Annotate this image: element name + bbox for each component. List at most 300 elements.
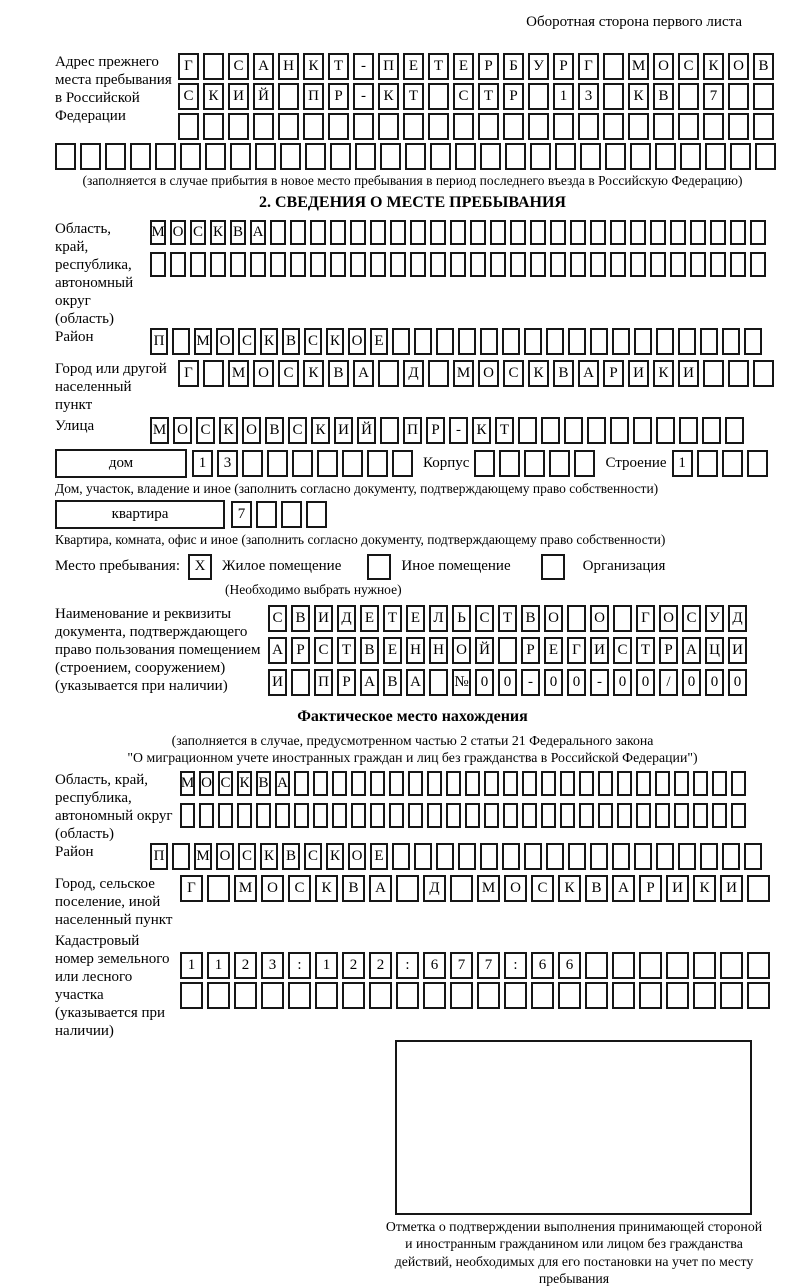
- char-box: [731, 803, 746, 828]
- char-box: [378, 113, 399, 140]
- char-box: В: [256, 771, 271, 796]
- char-box: [465, 803, 480, 828]
- char-box: [670, 252, 686, 277]
- char-box: К: [210, 220, 226, 245]
- char-box: [693, 771, 708, 796]
- kadastr-field: [55, 932, 770, 1040]
- char-box: [585, 952, 608, 979]
- char-box: С: [268, 605, 287, 632]
- char-box: Г: [178, 360, 199, 387]
- kvartira-box: квартира: [55, 500, 225, 529]
- char-box: [261, 982, 284, 1009]
- char-box: С: [278, 360, 299, 387]
- char-box: [427, 771, 442, 796]
- char-box: [453, 113, 474, 140]
- char-box: [578, 113, 599, 140]
- char-box: К: [558, 875, 581, 902]
- char-box: [478, 113, 499, 140]
- char-box: [585, 982, 608, 1009]
- char-box: М: [194, 328, 212, 355]
- fact-caption-line2: "О миграционном учете иностранных граждан и лиц без гражданства в Российской Федерации"): [127, 749, 698, 765]
- char-box: [531, 982, 554, 1009]
- char-box: [653, 113, 674, 140]
- char-box: [560, 803, 575, 828]
- char-box: [550, 252, 566, 277]
- char-box: [427, 803, 442, 828]
- char-box: М: [628, 53, 649, 80]
- char-box: [480, 843, 498, 870]
- char-box: К: [303, 360, 324, 387]
- char-box: [703, 360, 724, 387]
- char-box: В: [553, 360, 574, 387]
- char-box: [636, 803, 651, 828]
- char-box: Т: [498, 605, 517, 632]
- char-box: [678, 328, 696, 355]
- char-box: [590, 843, 608, 870]
- char-box: 0: [613, 669, 632, 696]
- char-box: 1: [192, 450, 213, 477]
- char-box: [636, 771, 651, 796]
- char-box: Р: [553, 53, 574, 80]
- char-box: [280, 143, 301, 170]
- char-box: [628, 113, 649, 140]
- char-box: С: [288, 417, 307, 444]
- char-box: [678, 83, 699, 110]
- char-box: [428, 83, 449, 110]
- char-box: [450, 982, 473, 1009]
- char-box: [555, 143, 576, 170]
- char-box: [590, 252, 606, 277]
- kvartira-caption: Квартира, комната, офис и иное (заполнить согласно документу, подтверждающему право собственности): [55, 532, 666, 548]
- char-box: [342, 982, 365, 1009]
- char-box: [230, 252, 246, 277]
- char-box: [524, 328, 542, 355]
- char-box: С: [196, 417, 215, 444]
- char-box: [230, 143, 251, 170]
- char-box: [351, 803, 366, 828]
- char-box: С: [531, 875, 554, 902]
- char-box: А: [253, 53, 274, 80]
- char-box: [656, 417, 675, 444]
- char-box: [172, 843, 190, 870]
- char-box: В: [653, 83, 674, 110]
- char-box: К: [303, 53, 324, 80]
- char-box: [568, 328, 586, 355]
- char-box: О: [590, 605, 609, 632]
- char-box: [218, 803, 233, 828]
- char-box: Г: [178, 53, 199, 80]
- char-box: [722, 450, 743, 477]
- char-box: [328, 113, 349, 140]
- char-box: [250, 252, 266, 277]
- char-box: [564, 417, 583, 444]
- stroenie-row: [672, 450, 768, 477]
- char-box: Р: [503, 83, 524, 110]
- char-box: [639, 952, 662, 979]
- char-box: 0: [636, 669, 655, 696]
- char-box: Р: [337, 669, 356, 696]
- char-box: [234, 982, 257, 1009]
- char-box: [712, 771, 727, 796]
- char-box: [612, 843, 630, 870]
- char-box: К: [326, 843, 344, 870]
- char-box: [313, 803, 328, 828]
- char-box: О: [544, 605, 563, 632]
- char-box: [330, 252, 346, 277]
- char-box: -: [353, 53, 374, 80]
- char-box: К: [260, 843, 278, 870]
- char-box: Е: [544, 637, 563, 664]
- char-box: К: [311, 417, 330, 444]
- char-box: И: [590, 637, 609, 664]
- char-box: А: [682, 637, 701, 664]
- fact-gorod-label: Город, сельское поселение, иной населенный пункт: [55, 876, 173, 929]
- char-box: [580, 143, 601, 170]
- char-box: [546, 843, 564, 870]
- char-box: [603, 53, 624, 80]
- char-box: [390, 220, 406, 245]
- char-row: [150, 252, 766, 277]
- dom-line: [55, 449, 770, 478]
- char-box: [256, 803, 271, 828]
- char-box: [510, 220, 526, 245]
- char-box: [702, 417, 721, 444]
- korpus-label: Корпус: [423, 455, 470, 472]
- char-box: О: [348, 843, 366, 870]
- char-box: [330, 143, 351, 170]
- char-box: 2: [234, 952, 257, 979]
- char-box: И: [628, 360, 649, 387]
- char-box: [656, 328, 674, 355]
- char-box: [470, 252, 486, 277]
- char-box: -: [449, 417, 468, 444]
- zhiloe-checkbox: X: [188, 554, 212, 580]
- char-box: 6: [531, 952, 554, 979]
- char-box: [490, 252, 506, 277]
- char-box: [458, 843, 476, 870]
- char-box: [728, 360, 749, 387]
- char-box: М: [150, 220, 166, 245]
- char-box: [639, 982, 662, 1009]
- char-box: [617, 771, 632, 796]
- s2-ulitsa-label: Улица: [55, 418, 95, 435]
- char-box: В: [282, 843, 300, 870]
- char-box: К: [472, 417, 491, 444]
- char-box: [450, 220, 466, 245]
- char-box: С: [238, 843, 256, 870]
- char-box: Т: [403, 83, 424, 110]
- char-box: [355, 143, 376, 170]
- char-box: [574, 450, 595, 477]
- char-box: Ь: [452, 605, 471, 632]
- char-box: [744, 328, 762, 355]
- fact-title: Фактическое место нахождения: [297, 707, 528, 725]
- char-box: [678, 113, 699, 140]
- char-row: [180, 952, 770, 979]
- char-box: О: [170, 220, 186, 245]
- char-box: [503, 113, 524, 140]
- char-box: Т: [428, 53, 449, 80]
- char-box: [178, 113, 199, 140]
- char-box: С: [682, 605, 701, 632]
- char-box: Г: [636, 605, 655, 632]
- char-box: [656, 843, 674, 870]
- char-box: [281, 501, 302, 528]
- char-box: Д: [337, 605, 356, 632]
- inoe-checkbox: [367, 554, 391, 580]
- char-box: [450, 875, 473, 902]
- char-box: С: [304, 328, 322, 355]
- fact-raion-field: [55, 843, 770, 870]
- char-box: [610, 220, 626, 245]
- char-box: [270, 220, 286, 245]
- char-row: [150, 843, 762, 870]
- char-box: [303, 113, 324, 140]
- char-box: А: [360, 669, 379, 696]
- char-box: [524, 843, 542, 870]
- char-box: [446, 771, 461, 796]
- char-box: [570, 220, 586, 245]
- char-box: [655, 143, 676, 170]
- char-box: [256, 501, 277, 528]
- char-box: [378, 360, 399, 387]
- char-box: В: [383, 669, 402, 696]
- char-box: [518, 417, 537, 444]
- char-box: [242, 450, 263, 477]
- char-box: -: [590, 669, 609, 696]
- char-box: В: [521, 605, 540, 632]
- char-box: А: [353, 360, 374, 387]
- section2-title: 2. СВЕДЕНИЯ О МЕСТЕ ПРЕБЫВАНИЯ: [259, 194, 566, 212]
- char-box: [693, 952, 716, 979]
- char-box: П: [150, 328, 168, 355]
- char-box: [700, 843, 718, 870]
- char-box: [728, 83, 749, 110]
- char-row: [178, 360, 774, 387]
- fact-gorod-field: [55, 875, 770, 929]
- char-row: [150, 328, 762, 355]
- char-box: [474, 450, 495, 477]
- char-box: [530, 252, 546, 277]
- char-box: [553, 113, 574, 140]
- char-box: [690, 252, 706, 277]
- char-box: 0: [705, 669, 724, 696]
- char-box: [703, 113, 724, 140]
- char-box: [634, 328, 652, 355]
- char-box: К: [315, 875, 338, 902]
- char-box: М: [234, 875, 257, 902]
- org-checkbox: [541, 554, 565, 580]
- kvartira-number-row: [231, 501, 327, 528]
- char-box: Р: [659, 637, 678, 664]
- char-box: И: [728, 637, 747, 664]
- char-box: [503, 803, 518, 828]
- korpus-row: [474, 450, 595, 477]
- char-box: [498, 637, 517, 664]
- char-box: [567, 605, 586, 632]
- char-box: [528, 83, 549, 110]
- char-box: Б: [503, 53, 524, 80]
- s2-oblast-field: [55, 220, 770, 328]
- char-box: [315, 982, 338, 1009]
- char-row: [180, 803, 746, 828]
- zhiloe-label: Жилое помещение: [222, 558, 342, 575]
- char-box: [731, 771, 746, 796]
- char-box: У: [528, 53, 549, 80]
- char-row: [180, 771, 746, 796]
- char-box: Г: [180, 875, 203, 902]
- inoe-label: Иное помещение: [401, 558, 511, 575]
- char-box: [430, 220, 446, 245]
- char-box: С: [190, 220, 206, 245]
- char-box: [458, 328, 476, 355]
- char-box: [598, 771, 613, 796]
- char-box: [747, 982, 770, 1009]
- char-box: [612, 328, 630, 355]
- fact-raion-label: Район: [55, 844, 94, 861]
- fact-oblast-field: [55, 771, 770, 843]
- char-box: С: [238, 328, 256, 355]
- char-box: О: [659, 605, 678, 632]
- char-box: -: [521, 669, 540, 696]
- char-box: 0: [475, 669, 494, 696]
- char-box: М: [180, 771, 195, 796]
- char-box: В: [753, 53, 774, 80]
- char-box: 6: [558, 952, 581, 979]
- char-box: 6: [423, 952, 446, 979]
- char-box: С: [678, 53, 699, 80]
- char-box: [253, 113, 274, 140]
- char-box: Р: [426, 417, 445, 444]
- char-box: [190, 252, 206, 277]
- char-box: 7: [450, 952, 473, 979]
- char-box: [210, 252, 226, 277]
- char-box: А: [406, 669, 425, 696]
- s2-gorod-field: [55, 360, 770, 414]
- char-box: [255, 143, 276, 170]
- char-box: [370, 220, 386, 245]
- char-box: [505, 143, 526, 170]
- char-box: [730, 143, 751, 170]
- char-box: 3: [261, 952, 284, 979]
- confirmation-stamp-area: [395, 1040, 752, 1215]
- char-box: [403, 113, 424, 140]
- org-label: Организация: [582, 558, 666, 575]
- char-box: [180, 143, 201, 170]
- char-row: [268, 605, 747, 632]
- char-box: Е: [370, 843, 388, 870]
- doc-label: Наименование и реквизиты документа, подтверждающего право пользования помещением (строением, сооружением) (указывается при наличии): [55, 605, 261, 694]
- char-box: И: [666, 875, 689, 902]
- char-box: О: [348, 328, 366, 355]
- char-box: [747, 875, 770, 902]
- char-box: Г: [567, 637, 586, 664]
- char-row: [150, 220, 766, 245]
- char-box: [275, 803, 290, 828]
- char-box: [753, 113, 774, 140]
- char-box: К: [260, 328, 278, 355]
- char-box: Р: [478, 53, 499, 80]
- char-box: [755, 143, 776, 170]
- char-box: [612, 952, 635, 979]
- char-box: М: [477, 875, 500, 902]
- char-box: [747, 450, 768, 477]
- doc-field: [55, 605, 770, 696]
- char-box: [670, 220, 686, 245]
- char-box: [502, 328, 520, 355]
- prev-address-overflow-row: [55, 143, 770, 170]
- char-box: Й: [357, 417, 376, 444]
- char-box: [590, 220, 606, 245]
- char-box: В: [585, 875, 608, 902]
- char-box: А: [250, 220, 266, 245]
- char-box: [720, 982, 743, 1009]
- char-box: [510, 252, 526, 277]
- char-box: [310, 252, 326, 277]
- char-box: [130, 143, 151, 170]
- char-box: [203, 113, 224, 140]
- char-box: [465, 771, 480, 796]
- char-box: Е: [453, 53, 474, 80]
- s2-ulitsa-field: [55, 417, 770, 444]
- char-box: [587, 417, 606, 444]
- char-box: [270, 252, 286, 277]
- char-box: [613, 605, 632, 632]
- char-box: 1: [553, 83, 574, 110]
- char-box: Е: [406, 605, 425, 632]
- char-box: [380, 143, 401, 170]
- char-box: В: [360, 637, 379, 664]
- char-box: [530, 143, 551, 170]
- mesto-label: Место пребывания:: [55, 558, 180, 575]
- sheet-side-note: Оборотная сторона первого листа: [526, 14, 742, 30]
- char-box: К: [326, 328, 344, 355]
- char-box: В: [265, 417, 284, 444]
- char-box: [720, 952, 743, 979]
- char-box: О: [199, 771, 214, 796]
- char-box: О: [242, 417, 261, 444]
- char-box: [549, 450, 570, 477]
- mesto-line: [55, 554, 770, 580]
- char-box: [603, 83, 624, 110]
- char-box: [530, 220, 546, 245]
- char-box: [310, 220, 326, 245]
- char-box: И: [720, 875, 743, 902]
- char-box: [389, 803, 404, 828]
- char-box: [423, 982, 446, 1009]
- char-box: [693, 803, 708, 828]
- char-box: [605, 143, 626, 170]
- char-box: [484, 771, 499, 796]
- char-box: В: [342, 875, 365, 902]
- char-box: [392, 450, 413, 477]
- char-box: Ц: [705, 637, 724, 664]
- char-box: 0: [728, 669, 747, 696]
- char-box: [292, 450, 313, 477]
- char-box: Е: [370, 328, 388, 355]
- char-box: [710, 220, 726, 245]
- char-box: [408, 803, 423, 828]
- char-box: [332, 803, 347, 828]
- s2-gorod-label: Город или другой населенный пункт: [55, 361, 167, 414]
- char-box: А: [268, 637, 287, 664]
- char-box: [396, 875, 419, 902]
- char-box: П: [378, 53, 399, 80]
- char-box: [370, 252, 386, 277]
- char-box: [317, 450, 338, 477]
- char-box: К: [237, 771, 252, 796]
- char-box: С: [288, 875, 311, 902]
